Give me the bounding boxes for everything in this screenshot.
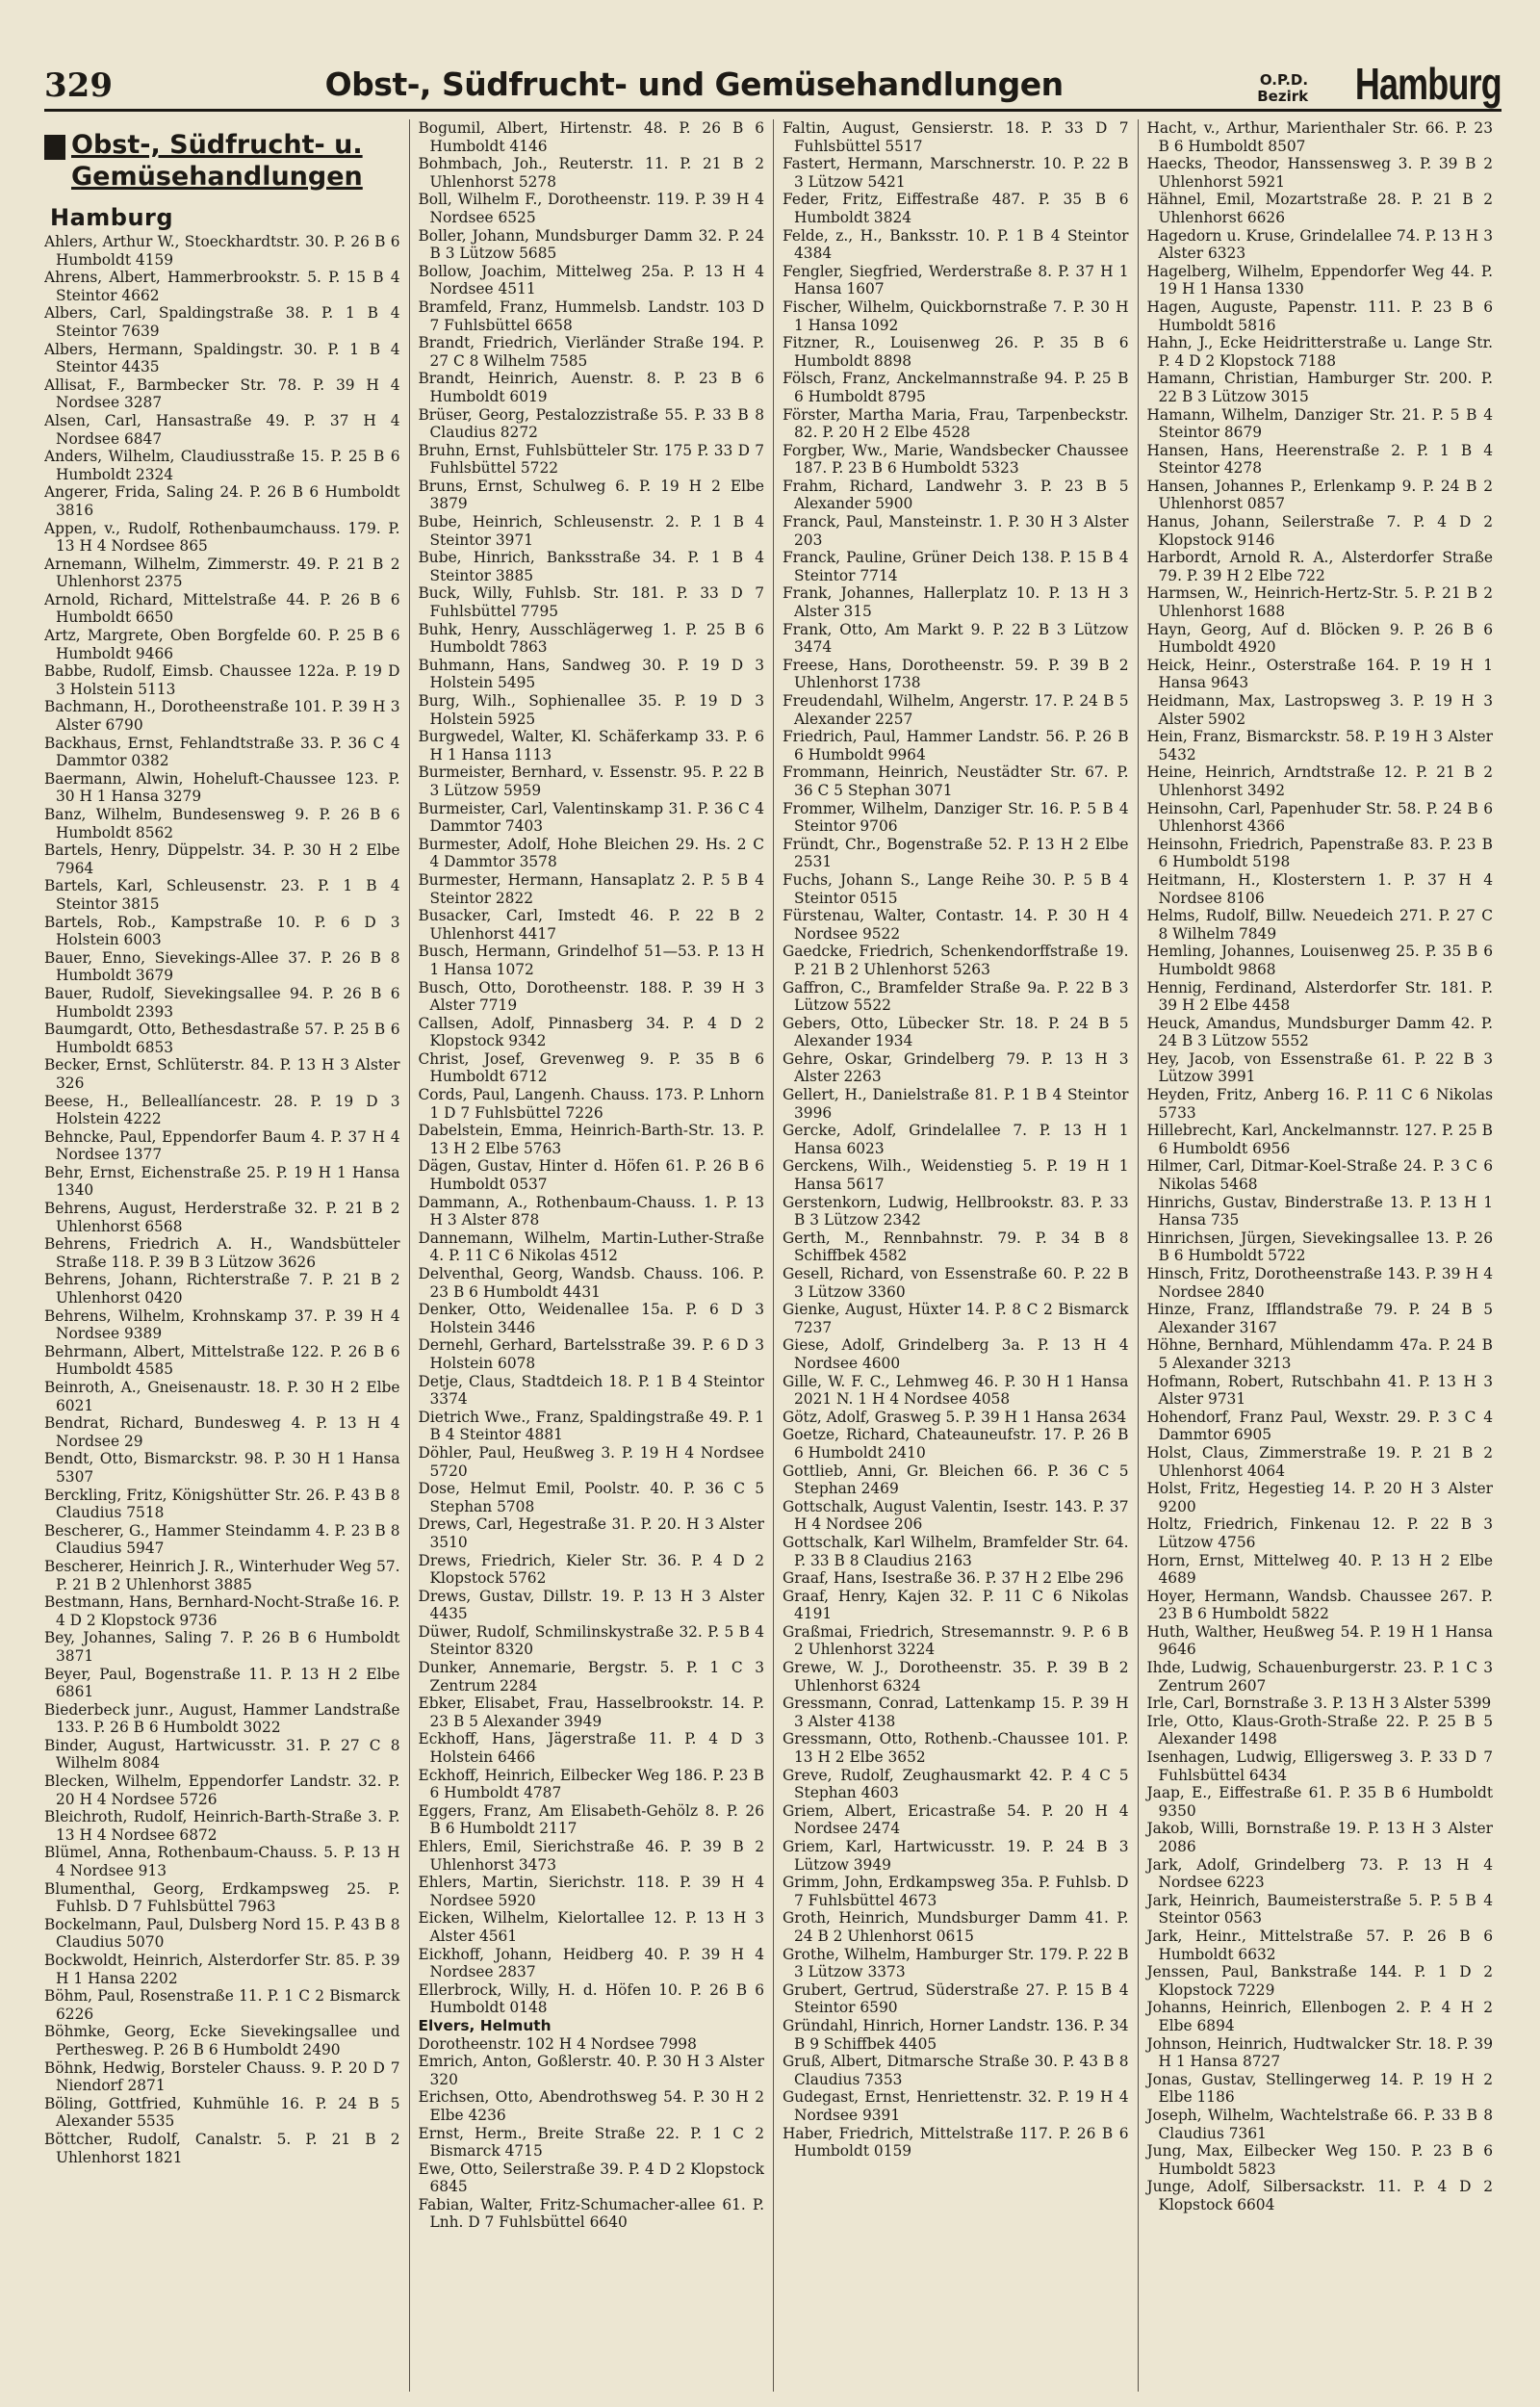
directory-entry: Johanns, Heinrich, Ellenbogen 2. P. 4 H 2 Elbe 6894 — [1146, 1999, 1493, 2034]
directory-entry: Gercke, Adolf, Grindelallee 7. P. 13 H 1 Hansa 6023 — [783, 1122, 1129, 1157]
directory-entry: Behr, Ernst, Eichenstraße 25. P. 19 H 1 Hansa 1340 — [44, 1163, 400, 1200]
directory-entry: Behrens, Wilhelm, Krohnskamp 37. P. 39 H 4 Nordsee 9389 — [44, 1307, 400, 1343]
directory-entry: Hayn, Georg, Auf d. Blöcken 9. P. 26 B 6 Humboldt 4920 — [1146, 620, 1493, 657]
directory-entry: Gerckens, Wilh., Weidenstieg 5. P. 19 H 1 Hansa 5617 — [783, 1157, 1129, 1194]
directory-entry: Böhmke, Georg, Ecke Sievekingsallee und Perthesweg. P. 26 B 6 Humboldt 2490 — [44, 2023, 400, 2058]
directory-entry: Giese, Adolf, Grindelberg 3a. P. 13 H 4 Nordsee 4600 — [783, 1336, 1129, 1372]
directory-entry: Bollow, Joachim, Mittelweg 25a. P. 13 H 4 Nordsee 4511 — [418, 262, 764, 298]
directory-entry: Buck, Willy, Fuhlsb. Str. 181. P. 33 D 7 Fuhlsbüttel 7795 — [418, 584, 764, 621]
directory-entry: Junge, Adolf, Silbersackstr. 11. P. 4 D 2 Klopstock 6604 — [1146, 2178, 1493, 2213]
directory-entry: Frommer, Wilhelm, Danziger Str. 16. P. 5 B 4 Steintor 9706 — [783, 799, 1129, 836]
section-title — [71, 129, 363, 193]
directory-entry: Helms, Rudolf, Billw. Neuedeich 271. P. 27 C 8 Wilhelm 7849 — [1146, 907, 1493, 943]
directory-entry: Hanus, Johann, Seilerstraße 7. P. 4 D 2 Klopstock 9146 — [1146, 513, 1493, 549]
directory-entry: Heidmann, Max, Lastropsweg 3. P. 19 H 3 Alster 5902 — [1146, 692, 1493, 728]
directory-entry: Hinsch, Fritz, Dorotheenstraße 143. P. 39 H 4 Nordsee 2840 — [1146, 1265, 1493, 1301]
directory-entry: Gesell, Richard, von Essenstraße 60. P. 22 B 3 Lützow 3360 — [783, 1265, 1129, 1301]
directory-entry: Bube, Heinrich, Schleusenstr. 2. P. 1 B 4 Steintor 3971 — [418, 513, 764, 549]
directory-entry: Babbe, Rudolf, Eimsb. Chaussee 122a. P. 19 D 3 Holstein 5113 — [44, 662, 400, 698]
district-label — [1257, 72, 1308, 105]
directory-entry: Gottlieb, Anni, Gr. Bleichen 66. P. 36 C 5 Stephan 2469 — [783, 1462, 1129, 1498]
directory-entry: Jark, Heinr., Mittelstraße 57. P. 26 B 6 Humboldt 6632 — [1146, 1927, 1493, 1963]
directory-entry: Fengler, Siegfried, Werderstraße 8. P. 37 H 1 Hansa 1607 — [783, 262, 1129, 298]
directory-entry: Dannemann, Wilhelm, Martin-Luther-Straße 4. P. 11 C 6 Nikolas 4512 — [418, 1229, 764, 1265]
directory-entry: Ebker, Elisabet, Frau, Hasselbrookstr. 14. P. 23 B 5 Alexander 3949 — [418, 1695, 764, 1730]
section-heading — [44, 129, 400, 193]
directory-entry: Bartels, Karl, Schleusenstr. 23. P. 1 B 4 Steintor 3815 — [44, 877, 400, 913]
directory-entry: Grubert, Gertrud, Süderstraße 27. P. 15 B 4 Steintor 6590 — [783, 1980, 1129, 2017]
directory-entry: Blumenthal, Georg, Erdkampsweg 25. P. Fuhlsb. D 7 Fuhlsbüttel 7963 — [44, 1879, 400, 1916]
directory-entry: Banz, Wilhelm, Bundesensweg 9. P. 26 B 6 Humboldt 8562 — [44, 806, 400, 841]
directory-entry: Franck, Pauline, Grüner Deich 138. P. 15 B 4 Steintor 7714 — [783, 549, 1129, 584]
directory-entry: Johnson, Heinrich, Hudtwalcker Str. 18. P. 39 H 1 Hansa 8727 — [1146, 2034, 1493, 2071]
directory-entry: Holst, Fritz, Hegestieg 14. P. 20 H 3 Alster 9200 — [1146, 1480, 1493, 1515]
directory-entry: Bockelmann, Paul, Dulsberg Nord 15. P. 43 B 8 Claudius 5070 — [44, 1915, 400, 1952]
directory-entry: Busch, Otto, Dorotheenstr. 188. P. 39 H 3 Alster 7719 — [418, 978, 764, 1015]
directory-entry: Gille, W. F. C., Lehmweg 46. P. 30 H 1 Hansa 2021 N. 1 H 4 Nordsee 4058 — [783, 1372, 1129, 1409]
directory-entry: Hacht, v., Arthur, Marienthaler Str. 66. P. 23 B 6 Humboldt 8507 — [1146, 119, 1493, 155]
directory-entry: Bube, Hinrich, Banksstraße 34. P. 1 B 4 Steintor 3885 — [418, 549, 764, 584]
directory-entry: Anders, Wilhelm, Claudiusstraße 15. P. 25 B 6 Humboldt 2324 — [44, 448, 400, 483]
directory-entry: Ehlers, Emil, Sierichstraße 46. P. 39 B 2 Uhlenhorst 3473 — [418, 1838, 764, 1874]
directory-entry: Bestmann, Hans, Bernhard-Nocht-Straße 16. P. 4 D 2 Klopstock 9736 — [44, 1593, 400, 1629]
directory-entry: Hahn, J., Ecke Heidritterstraße u. Lange Str. P. 4 D 2 Klopstock 7188 — [1146, 334, 1493, 370]
directory-entry: Horn, Ernst, Mittelweg 40. P. 13 H 2 Elbe 4689 — [1146, 1551, 1493, 1588]
district-city: Hamburg — [1354, 59, 1502, 109]
directory-entry: Dabelstein, Emma, Heinrich-Barth-Str. 13. P. 13 H 2 Elbe 5763 — [418, 1122, 764, 1157]
directory-entry: Bauer, Enno, Sievekings-Allee 37. P. 26 B 8 Humboldt 3679 — [44, 948, 400, 985]
directory-entry: Callsen, Adolf, Pinnasberg 34. P. 4 D 2 Klopstock 9342 — [418, 1014, 764, 1050]
directory-entry: Burgwedel, Walter, Kl. Schäferkamp 33. P. 6 H 1 Hansa 1113 — [418, 728, 764, 764]
directory-entry: Bey, Johannes, Saling 7. P. 26 B 6 Humboldt 3871 — [44, 1629, 400, 1665]
directory-entry: Blecken, Wilhelm, Eppendorfer Landstr. 32. P. 20 H 4 Nordsee 5726 — [44, 1773, 400, 1808]
directory-entry: Busacker, Carl, Imstedt 46. P. 22 B 2 Uhlenhorst 4417 — [418, 907, 764, 943]
directory-entry: Heick, Heinr., Osterstraße 164. P. 19 H 1 Hansa 9643 — [1146, 656, 1493, 692]
column-entries — [44, 233, 400, 2166]
odp-label: O.P.D. — [1259, 71, 1309, 89]
directory-entry: Joseph, Wilhelm, Wachtelstraße 66. P. 33 B 8 Claudius 7361 — [1146, 2106, 1493, 2142]
directory-entry: Behrens, August, Herderstraße 32. P. 21 B 2 Uhlenhorst 6568 — [44, 1200, 400, 1235]
directory-entry: Fründt, Chr., Bogenstraße 52. P. 13 H 2 Elbe 2531 — [783, 835, 1129, 871]
directory-entry: Fischer, Wilhelm, Quickbornstraße 7. P. 30 H 1 Hansa 1092 — [783, 298, 1129, 334]
directory-entry: Ihde, Ludwig, Schauenburgerstr. 23. P. 1 C 3 Zentrum 2607 — [1146, 1659, 1493, 1695]
directory-entry: Jark, Heinrich, Baumeisterstraße 5. P. 5 B 4 Steintor 0563 — [1146, 1891, 1493, 1928]
directory-entry: Bramfeld, Franz, Hummelsb. Landstr. 103 D 7 Fuhlsbüttel 6658 — [418, 298, 764, 334]
directory-entry: Forgber, Ww., Marie, Wandsbecker Chaussee 187. P. 23 B 6 Humboldt 5323 — [783, 441, 1129, 478]
directory-entry: Böttcher, Rudolf, Canalstr. 5. P. 21 B 2 Uhlenhorst 1821 — [44, 2130, 400, 2166]
directory-entry: Heuck, Amandus, Mundsburger Damm 42. P. 24 B 3 Lützow 5552 — [1146, 1014, 1493, 1050]
directory-entry: Feder, Fritz, Eiffestraße 487. P. 35 B 6 Humboldt 3824 — [783, 191, 1129, 226]
directory-entry: Freudendahl, Wilhelm, Angerstr. 17. P. 24 B 5 Alexander 2257 — [783, 692, 1129, 728]
directory-entry: Goetze, Richard, Chateauneufstr. 17. P. 26 B 6 Humboldt 2410 — [783, 1426, 1129, 1462]
directory-entry: Delventhal, Georg, Wandsb. Chauss. 106. P. 23 B 6 Humboldt 4431 — [418, 1265, 764, 1301]
directory-entry: Behrmann, Albert, Mittelstraße 122. P. 26 B 6 Humboldt 4585 — [44, 1342, 400, 1379]
directory-entry: Böhnk, Hedwig, Borsteler Chauss. 9. P. 20 D 7 Niendorf 2871 — [44, 2058, 400, 2095]
directory-entry: Burmester, Adolf, Hohe Bleichen 29. Hs. 2 C 4 Dammtor 3578 — [418, 835, 764, 871]
directory-entry: Gehre, Oskar, Grindelberg 79. P. 13 H 3 Alster 2263 — [783, 1049, 1129, 1086]
directory-entry: Hinze, Franz, Ifflandstraße 79. P. 24 B 5 Alexander 3167 — [1146, 1301, 1493, 1336]
directory-entry: Grewe, W. J., Dorotheenstr. 35. P. 39 B 2 Uhlenhorst 6324 — [783, 1659, 1129, 1695]
directory-entry: Ehlers, Martin, Sierichstr. 118. P. 39 H 4 Nordsee 5920 — [418, 1874, 764, 1909]
directory-entry: Hofmann, Robert, Rutschbahn 41. P. 13 H 3 Alster 9731 — [1146, 1372, 1493, 1409]
directory-entry: Blümel, Anna, Rothenbaum-Chauss. 5. P. 13 H 4 Nordsee 913 — [44, 1844, 400, 1880]
bezirk-label: Bezirk — [1257, 88, 1309, 105]
directory-entry: Elvers, Helmuth — [418, 2016, 552, 2034]
page-header — [44, 29, 1502, 112]
directory-entry: Gründahl, Hinrich, Horner Landstr. 136. P. 34 B 9 Schiffbek 4405 — [783, 2016, 1129, 2053]
directory-entry: Gerstenkorn, Ludwig, Hellbrookstr. 83. P. 33 B 3 Lützow 2342 — [783, 1193, 1129, 1229]
directory-entry: Berckling, Fritz, Königshütter Str. 26. P. 43 B 8 Claudius 7518 — [44, 1486, 400, 1522]
listing-column-2 — [409, 119, 774, 2392]
directory-entry: Jark, Adolf, Grindelberg 73. P. 13 H 4 Nordsee 6223 — [1146, 1855, 1493, 1892]
directory-entry: Dietrich Wwe., Franz, Spaldingstraße 49. P. 1 B 4 Steintor 4881 — [418, 1408, 764, 1444]
directory-entry: Holtz, Friedrich, Finkenau 12. P. 22 B 3 Lützow 4756 — [1146, 1515, 1493, 1551]
directory-entry: Brandt, Heinrich, Auenstr. 8. P. 23 B 6 Humboldt 6019 — [418, 370, 764, 405]
directory-entry: Harbordt, Arnold R. A., Alsterdorfer Straße 79. P. 39 H 2 Elbe 722 — [1146, 549, 1493, 584]
directory-entry: Böling, Gottfried, Kuhmühle 16. P. 24 B 5 Alexander 5535 — [44, 2094, 400, 2131]
listing-column-1 — [44, 119, 409, 2392]
directory-entry: Irle, Otto, Klaus-Groth-Straße 22. P. 25 B 5 Alexander 1498 — [1146, 1712, 1493, 1748]
directory-entry: Heinsohn, Carl, Papenhuder Str. 58. P. 24 B 6 Uhlenhorst 4366 — [1146, 799, 1493, 836]
directory-entry: Gebers, Otto, Lübecker Str. 18. P. 24 B 5 Alexander 1934 — [783, 1014, 1129, 1050]
place-heading: Hamburg — [50, 204, 174, 231]
directory-entry: Behncke, Paul, Eppendorfer Baum 4. P. 37 H 4 Nordsee 1377 — [44, 1127, 400, 1164]
directory-entry: Ernst, Herm., Breite Straße 22. P. 1 C 2 Bismarck 4715 — [418, 2124, 764, 2161]
directory-entry: Greve, Rudolf, Zeughausmarkt 42. P. 4 C 5 Stephan 4603 — [783, 1766, 1129, 1802]
directory-entry: Hennig, Ferdinand, Alsterdorfer Str. 181. P. 39 H 2 Elbe 4458 — [1146, 978, 1493, 1015]
directory-entry: Hinrichs, Gustav, Binderstraße 13. P. 13 H 1 Hansa 735 — [1146, 1193, 1493, 1229]
directory-entry: Hein, Franz, Bismarckstr. 58. P. 19 H 3 Alster 5432 — [1146, 728, 1493, 764]
directory-entry: Burg, Wilh., Sophienallee 35. P. 19 D 3 Holstein 5925 — [418, 692, 764, 728]
directory-entry: Dunker, Annemarie, Bergstr. 5. P. 1 C 3 Zentrum 2284 — [418, 1659, 764, 1695]
column-entries — [783, 119, 1129, 2161]
directory-entry: Emrich, Anton, Goßlerstr. 40. P. 30 H 3 Alster 320 — [418, 2053, 764, 2088]
page-number: 329 — [44, 66, 113, 105]
directory-entry: Jonas, Gustav, Stellingerweg 14. P. 19 H 2 Elbe 1186 — [1146, 2070, 1493, 2107]
directory-entry: Griem, Karl, Hartwicusstr. 19. P. 24 B 3 Lützow 3949 — [783, 1838, 1129, 1874]
directory-entry: Friedrich, Paul, Hammer Landstr. 56. P. 26 B 6 Humboldt 9964 — [783, 728, 1129, 764]
directory-entry: Bartels, Rob., Kampstraße 10. P. 6 D 3 Holstein 6003 — [44, 913, 400, 949]
directory-entry: Beinroth, A., Gneisenaustr. 18. P. 30 H 2 Elbe 6021 — [44, 1379, 400, 1414]
directory-entry: Bruhn, Ernst, Fuhlsbütteler Str. 175 P. 33 D 7 Fuhlsbüttel 5722 — [418, 441, 764, 478]
directory-entry: Dorotheenstr. 102 H 4 Nordsee 7998 — [418, 2034, 697, 2053]
directory-entry: Arnemann, Wilhelm, Zimmerstr. 49. P. 21 B 2 Uhlenhorst 2375 — [44, 555, 400, 591]
directory-entry: Bescherer, Heinrich J. R., Winterhuder Weg 57. P. 21 B 2 Uhlenhorst 3885 — [44, 1557, 400, 1593]
directory-entry: Heine, Heinrich, Arndtstraße 12. P. 21 B 2 Uhlenhorst 3492 — [1146, 764, 1493, 799]
directory-entry: Frommann, Heinrich, Neustädter Str. 67. P. 36 C 5 Stephan 3071 — [783, 764, 1129, 799]
directory-entry: Hinrichsen, Jürgen, Sievekingsallee 13. P. 26 B 6 Humboldt 5722 — [1146, 1229, 1493, 1265]
section-title-line1: Obst-, Südfrucht- u. — [71, 130, 363, 160]
directory-entry: Detje, Claus, Stadtdeich 18. P. 1 B 4 Steintor 3374 — [418, 1372, 764, 1409]
directory-entry: Bescherer, G., Hammer Steindamm 4. P. 23 B 8 Claudius 5947 — [44, 1521, 400, 1558]
directory-entry: Freese, Hans, Dorotheenstr. 59. P. 39 B 2 Uhlenhorst 1738 — [783, 656, 1129, 692]
directory-entry: Gruß, Albert, Ditmarsche Straße 30. P. 43 B 8 Claudius 7353 — [783, 2053, 1129, 2088]
directory-entry: Hoyer, Hermann, Wandsb. Chaussee 267. P. 23 B 6 Humboldt 5822 — [1146, 1587, 1493, 1623]
directory-entry: Franck, Paul, Mansteinstr. 1. P. 30 H 3 Alster 203 — [783, 513, 1129, 549]
directory-entry: Groth, Heinrich, Mundsburger Damm 41. P. 24 B 2 Uhlenhorst 0615 — [783, 1909, 1129, 1945]
directory-entry: Bartels, Henry, Düppelstr. 34. P. 30 H 2 Elbe 7964 — [44, 841, 400, 877]
directory-entry: Baermann, Alwin, Hoheluft-Chaussee 123. P. 30 H 1 Hansa 3279 — [44, 769, 400, 806]
directory-entry: Höhne, Bernhard, Mühlendamm 47a. P. 24 B 5 Alexander 3213 — [1146, 1336, 1493, 1372]
directory-entry: Gudegast, Ernst, Henriettenstr. 32. P. 19 H 4 Nordsee 9391 — [783, 2088, 1129, 2124]
directory-entry: Griem, Albert, Ericastraße 54. P. 20 H 4 Nordsee 2474 — [783, 1801, 1129, 1838]
section-title-line2: Gemüsehandlungen — [71, 162, 363, 192]
directory-entry: Gressmann, Otto, Rothenb.-Chaussee 101. P. 13 H 2 Elbe 3652 — [783, 1730, 1129, 1767]
directory-entry: Binder, August, Hartwicusstr. 31. P. 27 C 8 Wilhelm 8084 — [44, 1736, 400, 1773]
directory-entry: Brandt, Friedrich, Vierländer Straße 194. P. 27 C 8 Wilhelm 7585 — [418, 334, 764, 370]
directory-entry: Becker, Ernst, Schlüterstr. 84. P. 13 H 3 Alster 326 — [44, 1056, 400, 1092]
directory-entry: Jenssen, Paul, Bankstraße 144. P. 1 D 2 Klopstock 7229 — [1146, 1963, 1493, 1999]
directory-entry: Dernehl, Gerhard, Bartelsstraße 39. P. 6 D 3 Holstein 6078 — [418, 1336, 764, 1372]
column-entries — [419, 119, 765, 2232]
listing-column-4 — [1138, 119, 1502, 2392]
directory-entry: Dägen, Gustav, Hinter d. Höfen 61. P. 26 B 6 Humboldt 0537 — [418, 1157, 764, 1194]
directory-entry: Bendt, Otto, Bismarckstr. 98. P. 30 H 1 Hansa 5307 — [44, 1450, 400, 1486]
directory-entry: Drews, Friedrich, Kieler Str. 36. P. 4 D 2 Klopstock 5762 — [418, 1551, 764, 1588]
directory-entry: Hähnel, Emil, Mozartstraße 28. P. 21 B 2 Uhlenhorst 6626 — [1146, 191, 1493, 226]
directory-entry: Hilmer, Carl, Ditmar-Koel-Straße 24. P. 3 C 6 Nikolas 5468 — [1146, 1157, 1493, 1194]
directory-entry: Eickhoff, Johann, Heidberg 40. P. 39 H 4 Nordsee 2837 — [418, 1945, 764, 1981]
directory-entry: Heyden, Fritz, Anberg 16. P. 11 C 6 Nikolas 5733 — [1146, 1086, 1493, 1122]
directory-entry: Burmeister, Carl, Valentinskamp 31. P. 36 C 4 Dammtor 7403 — [418, 799, 764, 836]
directory-entry: Buhk, Henry, Ausschlägerweg 1. P. 25 B 6 Humboldt 7863 — [418, 620, 764, 657]
directory-entry: Hagen, Auguste, Papenstr. 111. P. 23 B 6 Humboldt 5816 — [1146, 298, 1493, 334]
directory-entry: Graaf, Henry, Kajen 32. P. 11 C 6 Nikolas 4191 — [783, 1587, 1129, 1623]
directory-entry: Gottschalk, August Valentin, Isestr. 143. P. 37 H 4 Nordsee 206 — [783, 1497, 1129, 1534]
directory-entry: Grimm, John, Erdkampsweg 35a. P. Fuhlsb. D 7 Fuhlsbüttel 4673 — [783, 1874, 1129, 1909]
directory-entry: Hohendorf, Franz Paul, Wexstr. 29. P. 3 C 4 Dammtor 6905 — [1146, 1408, 1493, 1444]
directory-entry: Frank, Johannes, Hallerplatz 10. P. 13 H 3 Alster 315 — [783, 584, 1129, 621]
directory-entry: Arnold, Richard, Mittelstraße 44. P. 26 B 6 Humboldt 6650 — [44, 590, 400, 627]
directory-entry: Frahm, Richard, Landwehr 3. P. 23 B 5 Alexander 5900 — [783, 477, 1129, 513]
directory-entry: Faltin, August, Gensierstr. 18. P. 33 D 7 Fuhlsbüttel 5517 — [783, 119, 1129, 155]
section-bullet-icon — [44, 135, 65, 160]
directory-entry: Jung, Max, Eilbecker Weg 150. P. 23 B 6 Humboldt 5823 — [1146, 2142, 1493, 2178]
directory-entry: Götz, Adolf, Grasweg 5. P. 39 H 1 Hansa 2634 — [783, 1408, 1127, 1426]
directory-entry: Erichsen, Otto, Abendrothsweg 54. P. 30 H 2 Elbe 4236 — [418, 2088, 764, 2124]
directory-entry: Isenhagen, Ludwig, Elligersweg 3. P. 33 D 7 Fuhlsbüttel 6434 — [1146, 1748, 1493, 1784]
directory-entry: Beyer, Paul, Bogenstraße 11. P. 13 H 2 Elbe 6861 — [44, 1665, 400, 1701]
district-mark — [1257, 59, 1502, 109]
directory-entry: Jakob, Willi, Bornstraße 19. P. 13 H 3 Alster 2086 — [1146, 1820, 1493, 1855]
directory-entry: Busch, Hermann, Grindelhof 51—53. P. 13 H 1 Hansa 1072 — [418, 943, 764, 978]
directory-entry: Böhm, Paul, Rosenstraße 11. P. 1 C 2 Bismarck 6226 — [44, 1987, 400, 2023]
directory-entry: Bachmann, H., Dorotheenstraße 101. P. 39 H 3 Alster 6790 — [44, 698, 400, 735]
directory-entry: Appen, v., Rudolf, Rothenbaumchauss. 179. P. 13 H 4 Nordsee 865 — [44, 519, 400, 556]
directory-entry: Hansen, Hans, Heerenstraße 2. P. 1 B 4 Steintor 4278 — [1146, 441, 1493, 478]
directory-entry: Alsen, Carl, Hansastraße 49. P. 37 H 4 Nordsee 6847 — [44, 411, 400, 448]
running-title: Obst-, Südfrucht- und Gemüsehandlungen — [324, 65, 1064, 103]
directory-entry: Backhaus, Ernst, Fehlandtstraße 33. P. 36 C 4 Dammtor 0382 — [44, 734, 400, 770]
directory-entry: Boll, Wilhelm F., Dorotheenstr. 119. P. 39 H 4 Nordsee 6525 — [418, 191, 764, 226]
directory-entry: Gaffron, C., Bramfelder Straße 9a. P. 22 B 3 Lützow 5522 — [783, 978, 1129, 1015]
directory-entry: Behrens, Friedrich A. H., Wandsbütteler Straße 118. P. 39 B 3 Lützow 3626 — [44, 1235, 400, 1271]
directory-entry: Biederbeck junr., August, Hammer Landstraße 133. P. 26 B 6 Humboldt 3022 — [44, 1700, 400, 1737]
directory-entry: Baumgardt, Otto, Bethesdastraße 57. P. 25 B 6 Humboldt 6853 — [44, 1021, 400, 1056]
directory-entry: Burmeister, Bernhard, v. Essenstr. 95. P. 22 B 3 Lützow 5959 — [418, 764, 764, 799]
directory-entry: Hagedorn u. Kruse, Grindelallee 74. P. 13 H 3 Alster 6323 — [1146, 226, 1493, 263]
directory-entry: Graßmai, Friedrich, Stresemannstr. 9. P. 6 B 2 Uhlenhorst 3224 — [783, 1622, 1129, 1659]
directory-entry: Brüser, Georg, Pestalozzistraße 55. P. 33 B 8 Claudius 8272 — [418, 405, 764, 442]
directory-entry: Ewe, Otto, Seilerstraße 39. P. 4 D 2 Klopstock 6845 — [418, 2160, 764, 2196]
directory-entry: Gaedcke, Friedrich, Schenkendorffstraße 19. P. 21 B 2 Uhlenhorst 5263 — [783, 943, 1129, 978]
directory-entry: Boller, Johann, Mundsburger Damm 32. P. 24 B 3 Lützow 5685 — [418, 226, 764, 263]
directory-entry: Heitmann, H., Klosterstern 1. P. 37 H 4 Nordsee 8106 — [1146, 870, 1493, 907]
directory-entry: Hansen, Johannes P., Erlenkamp 9. P. 24 B 2 Uhlenhorst 0857 — [1146, 477, 1493, 513]
directory-entry: Hemling, Johannes, Louisenweg 25. P. 35 B 6 Humboldt 9868 — [1146, 943, 1493, 978]
directory-entry: Bleichroth, Rudolf, Heinrich-Barth-Straße 3. P. 13 H 4 Nordsee 6872 — [44, 1808, 400, 1844]
directory-entry: Denker, Otto, Weidenallee 15a. P. 6 D 3 Holstein 3446 — [418, 1301, 764, 1336]
directory-entry: Gienke, August, Hüxter 14. P. 8 C 2 Bismarck 7237 — [783, 1301, 1129, 1336]
directory-entry: Bendrat, Richard, Bundesweg 4. P. 13 H 4 Nordsee 29 — [44, 1414, 400, 1450]
directory-entry: Gerth, M., Rennbahnstr. 79. P. 34 B 8 Schiffbek 4582 — [783, 1229, 1129, 1265]
directory-entry: Heinsohn, Friedrich, Papenstraße 83. P. 23 B 6 Humboldt 5198 — [1146, 835, 1493, 871]
directory-entry: Cords, Paul, Langenh. Chauss. 173. P. Lnhorn 1 D 7 Fuhlsbüttel 7226 — [418, 1086, 764, 1122]
directory-entry: Behrens, Johann, Richterstraße 7. P. 21 B 2 Uhlenhorst 0420 — [44, 1271, 400, 1307]
directory-entry: Buhmann, Hans, Sandweg 30. P. 19 D 3 Holstein 5495 — [418, 656, 764, 692]
directory-entry: Albers, Carl, Spaldingstraße 38. P. 1 B 4 Steintor 7639 — [44, 304, 400, 340]
directory-entry: Hamann, Christian, Hamburger Str. 200. P. 22 B 3 Lützow 3015 — [1146, 370, 1493, 405]
column-entries — [1147, 119, 1494, 2213]
directory-entry: Hamann, Wilhelm, Danziger Str. 21. P. 5 B 4 Steintor 8679 — [1146, 405, 1493, 442]
directory-entry: Albers, Hermann, Spaldingstr. 30. P. 1 B 4 Steintor 4435 — [44, 340, 400, 376]
directory-entry: Eckhoff, Hans, Jägerstraße 11. P. 4 D 3 Holstein 6466 — [418, 1730, 764, 1767]
directory-entry: Döhler, Paul, Heußweg 3. P. 19 H 4 Nordsee 5720 — [418, 1443, 764, 1480]
directory-entry: Dose, Helmut Emil, Poolstr. 40. P. 36 C 5 Stephan 5708 — [418, 1480, 764, 1515]
directory-entry: Burmester, Hermann, Hansaplatz 2. P. 5 B 4 Steintor 2822 — [418, 870, 764, 907]
directory-entry: Harmsen, W., Heinrich-Hertz-Str. 5. P. 21 B 2 Uhlenhorst 1688 — [1146, 584, 1493, 621]
directory-entry: Bruns, Ernst, Schulweg 6. P. 19 H 2 Elbe 3879 — [418, 477, 764, 513]
directory-entry: Ahlers, Arthur W., Stoeckhardtstr. 30. P. 26 B 6 Humboldt 4159 — [44, 233, 400, 269]
directory-entry: Frank, Otto, Am Markt 9. P. 22 B 3 Lützow 3474 — [783, 620, 1129, 657]
directory-entry: Fölsch, Franz, Anckelmannstraße 94. P. 25 B 6 Humboldt 8795 — [783, 370, 1129, 405]
directory-entry: Düwer, Rudolf, Schmilinskystraße 32. P. 5 B 4 Steintor 8320 — [418, 1622, 764, 1659]
directory-entry: Jaap, E., Eiffestraße 61. P. 35 B 6 Humboldt 9350 — [1146, 1784, 1493, 1820]
directory-entry: Holst, Claus, Zimmerstraße 19. P. 21 B 2 Uhlenhorst 4064 — [1146, 1443, 1493, 1480]
directory-entry: Grothe, Wilhelm, Hamburger Str. 179. P. 22 B 3 Lützow 3373 — [783, 1945, 1129, 1981]
directory-entry: Fastert, Hermann, Marschnerstr. 10. P. 22 B 3 Lützow 5421 — [783, 155, 1129, 191]
directory-entry: Ahrens, Albert, Hammerbrookstr. 5. P. 15 B 4 Steintor 4662 — [44, 269, 400, 304]
directory-entry: Fuchs, Johann S., Lange Reihe 30. P. 5 B 4 Steintor 0515 — [783, 870, 1129, 907]
directory-entry: Haecks, Theodor, Hanssensweg 3. P. 39 B 2 Uhlenhorst 5921 — [1146, 155, 1493, 191]
directory-entry: Beese, H., Belleallíancestr. 28. P. 19 D 3 Holstein 4222 — [44, 1092, 400, 1128]
directory-entry: Fürstenau, Walter, Contastr. 14. P. 30 H 4 Nordsee 9522 — [783, 907, 1129, 943]
directory-entry: Drews, Carl, Hegestraße 31. P. 20. H 3 Alster 3510 — [418, 1515, 764, 1551]
directory-entry: Hagelberg, Wilhelm, Eppendorfer Weg 44. P. 19 H 1 Hansa 1330 — [1146, 262, 1493, 298]
directory-entry: Dammann, A., Rothenbaum-Chauss. 1. P. 13 H 3 Alster 878 — [418, 1193, 764, 1229]
directory-entry: Drews, Gustav, Dillstr. 19. P. 13 H 3 Alster 4435 — [418, 1587, 764, 1623]
directory-entry: Eckhoff, Heinrich, Eilbecker Weg 186. P. 23 B 6 Humboldt 4787 — [418, 1766, 764, 1802]
directory-entry: Bauer, Rudolf, Sievekingsallee 94. P. 26 B 6 Humboldt 2393 — [44, 984, 400, 1021]
directory-entry: Allisat, F., Barmbecker Str. 78. P. 39 H 4 Nordsee 3287 — [44, 375, 400, 412]
directory-entry: Eggers, Franz, Am Elisabeth-Gehölz 8. P. 26 B 6 Humboldt 2117 — [418, 1801, 764, 1838]
directory-entry: Gressmann, Conrad, Lattenkamp 15. P. 39 H 3 Alster 4138 — [783, 1695, 1129, 1730]
directory-entry: Felde, z., H., Banksstr. 10. P. 1 B 4 Steintor 4384 — [783, 226, 1129, 263]
directory-entry: Angerer, Frida, Saling 24. P. 26 B 6 Humboldt 3816 — [44, 483, 400, 519]
directory-entry: Artz, Margrete, Oben Borgfelde 60. P. 25 B 6 Humboldt 9466 — [44, 627, 400, 662]
directory-entry: Eicken, Wilhelm, Kielortallee 12. P. 13 H 3 Alster 4561 — [418, 1909, 764, 1945]
directory-entry: Huth, Walther, Heußweg 54. P. 19 H 1 Hansa 9646 — [1146, 1622, 1493, 1659]
listing-columns — [44, 119, 1502, 2392]
directory-entry: Hillebrecht, Karl, Anckelmannstr. 127. P. 25 B 6 Humboldt 6956 — [1146, 1122, 1493, 1157]
directory-entry: Fabian, Walter, Fritz-Schumacher-allee 61. P. Lnh. D 7 Fuhlsbüttel 6640 — [418, 2195, 764, 2232]
directory-entry: Ellerbrock, Willy, H. d. Höfen 10. P. 26 B 6 Humboldt 0148 — [418, 1980, 764, 2017]
directory-entry: Gottschalk, Karl Wilhelm, Bramfelder Str. 64. P. 33 B 8 Claudius 2163 — [783, 1533, 1129, 1569]
directory-entry: Förster, Martha Maria, Frau, Tarpenbeckstr. 82. P. 20 H 2 Elbe 4528 — [783, 405, 1129, 442]
listing-column-3 — [773, 119, 1138, 2392]
directory-entry: Haber, Friedrich, Mittelstraße 117. P. 26 B 6 Humboldt 0159 — [783, 2124, 1129, 2161]
directory-entry: Fitzner, R., Louisenweg 26. P. 35 B 6 Humboldt 8898 — [783, 334, 1129, 370]
directory-entry: Gellert, H., Danielstraße 81. P. 1 B 4 Steintor 3996 — [783, 1086, 1129, 1122]
directory-entry: Bockwoldt, Heinrich, Alsterdorfer Str. 85. P. 39 H 1 Hansa 2202 — [44, 1952, 400, 1987]
directory-entry: Graaf, Hans, Isestraße 36. P. 37 H 2 Elbe 296 — [783, 1569, 1124, 1588]
directory-entry: Irle, Carl, Bornstraße 3. P. 13 H 3 Alster 5399 — [1146, 1695, 1492, 1713]
directory-entry: Bohmbach, Joh., Reuterstr. 11. P. 21 B 2 Uhlenhorst 5278 — [418, 155, 764, 191]
directory-entry: Hey, Jacob, von Essenstraße 61. P. 22 B 3 Lützow 3991 — [1146, 1049, 1493, 1086]
directory-entry: Bogumil, Albert, Hirtenstr. 48. P. 26 B 6 Humboldt 4146 — [418, 119, 764, 155]
directory-entry: Christ, Josef, Grevenweg 9. P. 35 B 6 Humboldt 6712 — [418, 1049, 764, 1086]
